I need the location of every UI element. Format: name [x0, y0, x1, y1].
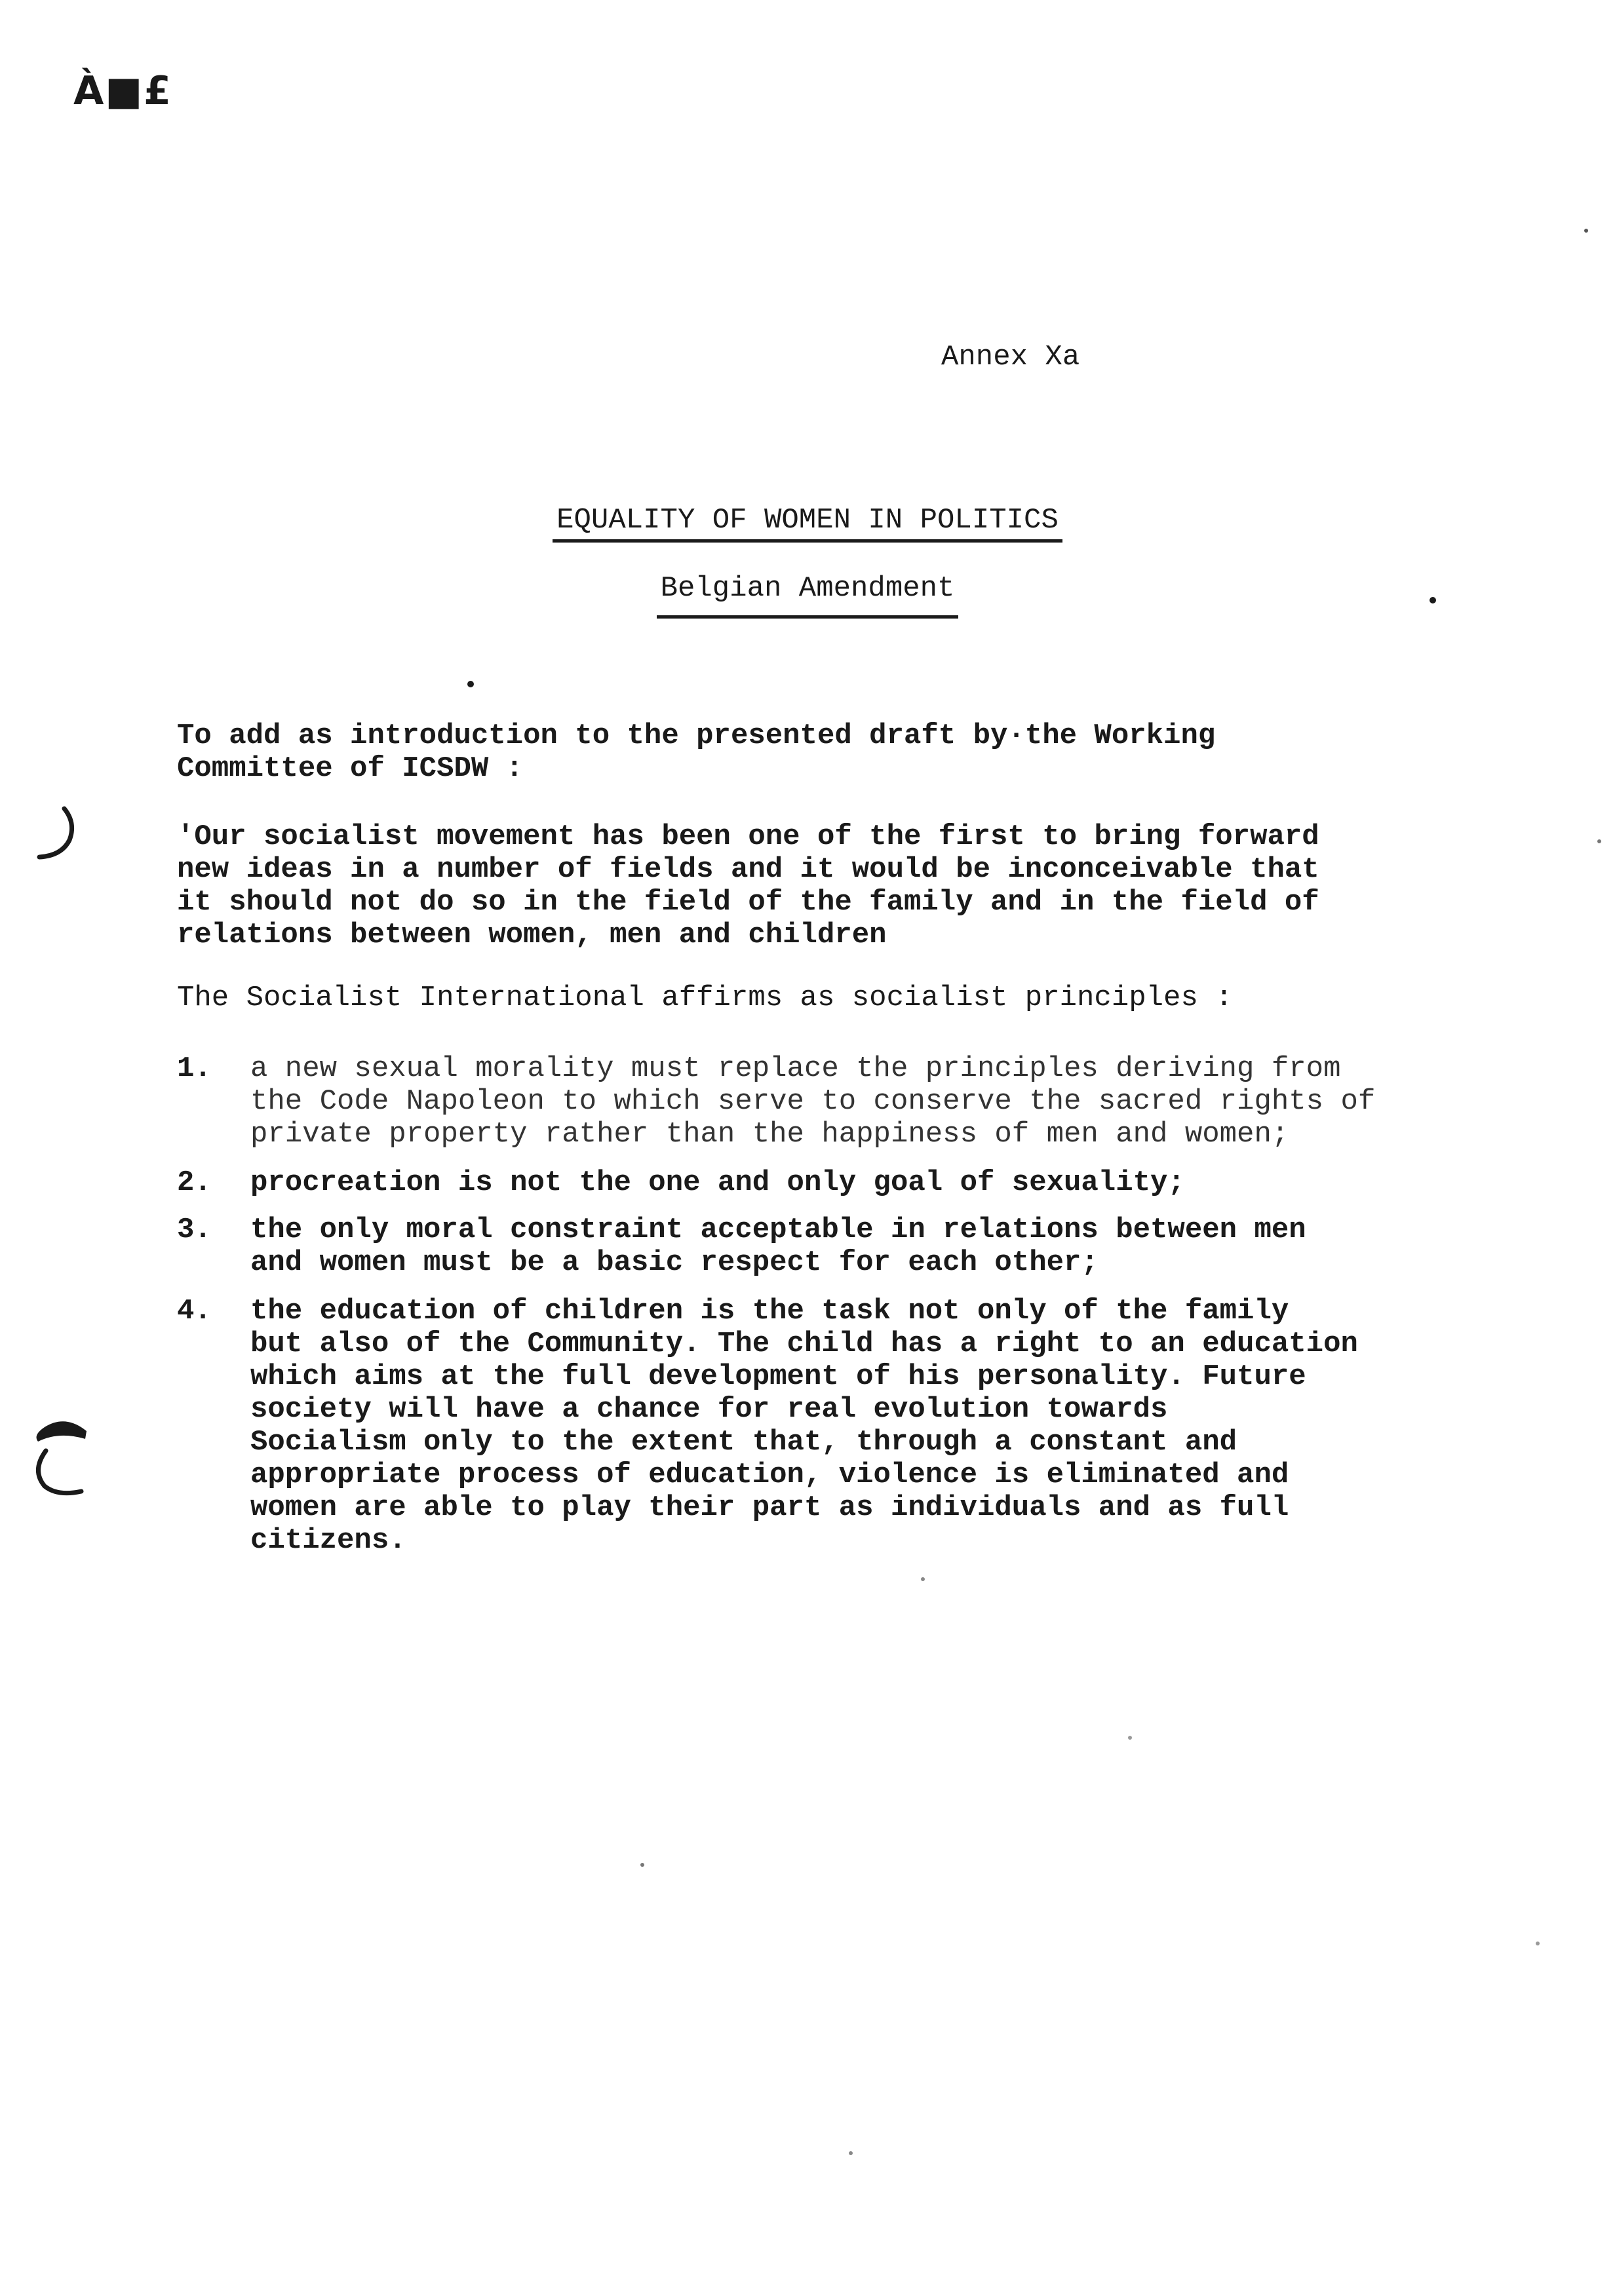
principle-number: 1. [177, 1052, 212, 1085]
affirm-paragraph: The Socialist International affirms as socialist principles : [177, 982, 1233, 1014]
intro-paragraph: To add as introduction to the presented draft by·the Working Committee of ICSDW : [177, 719, 1216, 785]
document-subtitle-text: Belgian Amendment [657, 571, 959, 619]
document-title-text: EQUALITY OF WOMEN IN POLITICS [553, 503, 1062, 543]
principle-text: a new sexual morality must replace the principles deriving from the Code Napoleon to which serve to conserve the sacred rights of private property rather than the happiness of men and women; [250, 1052, 1376, 1151]
quote-paragraph: 'Our socialist movement has been one of the first to bring forward new ideas in a number of fields and it would be inconceivable that it should not do so in the field of the family and in the field of relations between women, men and children [177, 820, 1319, 951]
annex-label: Annex Xa [941, 341, 1080, 373]
principle-text: procreation is not the one and only goal of sexuality; [250, 1166, 1185, 1199]
principle-number: 3. [177, 1214, 212, 1246]
principle-number: 2. [177, 1166, 212, 1199]
page-code-stamp: À■£ [73, 68, 172, 114]
principle-text: the only moral constraint acceptable in relations between men and women must be a basic respect for each other; [250, 1214, 1306, 1279]
principle-number: 4. [177, 1295, 212, 1328]
principle-text: the education of children is the task not only of the family but also of the Community. The child has a right to an education which aims at the full development of his personality. Future society will have a chance for real evolution towards Socialism only to the extent that, through a constant and appropriate process of education, violence is eliminated and women are able to play their part as individuals and as full citizens. [250, 1295, 1358, 1557]
